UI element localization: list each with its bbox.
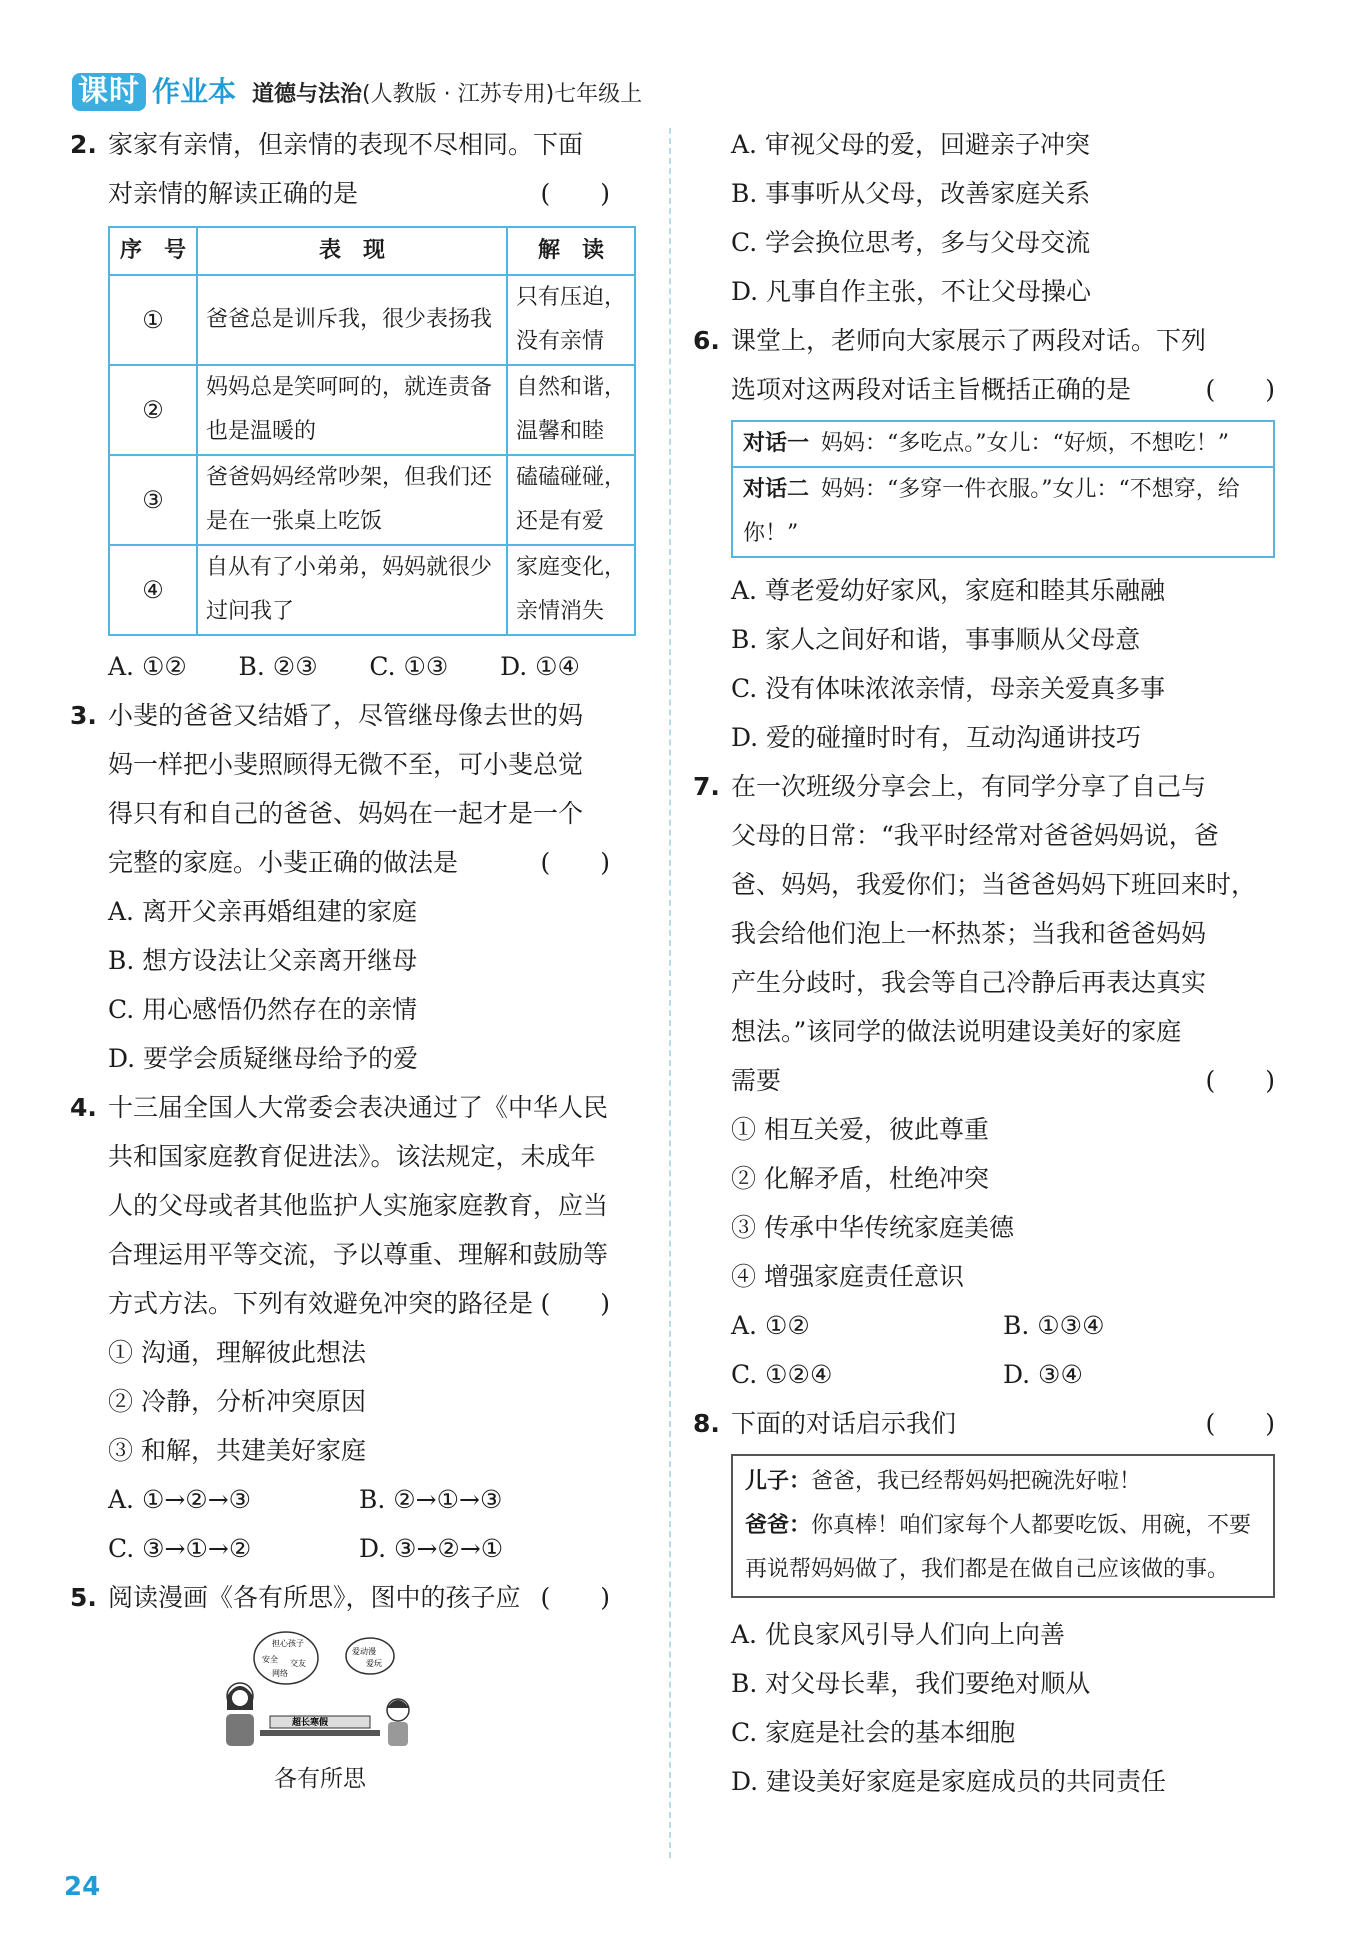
speaker-label: 爸爸： xyxy=(745,1513,812,1538)
statement-item: ④ 增强家庭责任意识 xyxy=(731,1262,964,1291)
option-d[interactable]: D. 爱的碰撞时时有，互动沟通讲技巧 xyxy=(731,723,1142,752)
question-number: 4. xyxy=(70,1093,97,1122)
dialog-two xyxy=(733,466,1273,556)
calendar-text: 超长寒假 xyxy=(292,1718,329,1728)
bubble-text: 交友 xyxy=(290,1659,306,1668)
option-b[interactable]: B. 家人之间好和谐，事事顺从父母意 xyxy=(731,625,1141,654)
question-stem: 人的父母或者其他监护人实施家庭教育，应当 xyxy=(108,1191,609,1220)
statement-item: ② 冷静，分析冲突原因 xyxy=(108,1387,366,1416)
question-2 xyxy=(70,120,610,218)
option-d[interactable]: D. ③→②→① xyxy=(359,1534,504,1563)
mother-face xyxy=(232,1690,248,1706)
logo-zuoyeben: 作业本 xyxy=(152,75,237,108)
option-c[interactable]: C. ①②④ xyxy=(731,1360,833,1389)
option-a[interactable]: A. ①② xyxy=(731,1311,810,1340)
option-c[interactable]: C. 学会换位思考，多与父母交流 xyxy=(731,228,1091,257)
dialog-text: 妈妈：“多吃点。”女儿：“好烦，不想吃！” xyxy=(821,431,1230,456)
question-number: 5. xyxy=(70,1583,97,1612)
question-6 xyxy=(693,316,1275,414)
table-row xyxy=(109,545,635,635)
question-5 xyxy=(70,1573,610,1622)
child-body xyxy=(388,1722,408,1746)
son-line xyxy=(745,1460,1261,1504)
child-thought-bubble xyxy=(346,1638,394,1674)
question-stem: 需要 ( ) xyxy=(731,1056,1275,1105)
statement-item: ③ 传承中华传统家庭美德 xyxy=(731,1213,1014,1242)
comic-drawing xyxy=(220,1630,420,1748)
table-row xyxy=(109,455,635,545)
question-stem: 爸、妈妈，我爱你们；当爸爸妈妈下班回来时， xyxy=(731,870,1257,899)
subject-title: 道德与法治 xyxy=(252,81,363,107)
right-column xyxy=(693,120,1275,1806)
question-stem: 方式方法。下列有效避免冲突的路径是 ( ) xyxy=(108,1279,610,1328)
option-a[interactable]: A. 离开父亲再婚组建的家庭 xyxy=(108,897,417,926)
question-stem: 下面的对话启示我们 ( ) xyxy=(731,1399,1275,1448)
statement-item: ② 化解矛盾，杜绝冲突 xyxy=(731,1164,989,1193)
question-number: 8. xyxy=(693,1409,720,1438)
q2-options xyxy=(70,642,610,691)
option-a[interactable]: A. 优良家风引导人们向上向善 xyxy=(731,1620,1065,1649)
option-d[interactable]: D. ③④ xyxy=(1003,1360,1083,1389)
dialog-text: 妈妈：“多穿一件衣服。”女儿：“不想穿，给你！” xyxy=(743,477,1240,546)
col-header: 序 号 xyxy=(109,227,197,275)
option-c[interactable]: C. ③→①→② xyxy=(108,1534,252,1563)
q7-options xyxy=(693,1301,1275,1399)
statement-item: ③ 和解，共建美好家庭 xyxy=(108,1436,366,1465)
row-exp: 家庭变化，亲情消失 xyxy=(507,545,635,635)
row-number: ③ xyxy=(109,455,197,545)
q2-table xyxy=(108,226,636,636)
question-3 xyxy=(70,691,610,887)
question-stem: 完整的家庭。小斐正确的做法是 ( ) xyxy=(108,838,610,887)
answer-bracket[interactable]: ( ) xyxy=(1205,1409,1275,1438)
table-row xyxy=(109,275,635,365)
option-a[interactable]: A. ①② xyxy=(108,652,187,681)
left-column xyxy=(70,120,627,1794)
question-stem: 阅读漫画《各有所思》，图中的孩子应 ( ) xyxy=(108,1573,610,1622)
dad-line xyxy=(745,1504,1261,1592)
q4-options xyxy=(70,1475,610,1573)
question-stem: 妈一样把小斐照顾得无微不至，可小斐总觉 xyxy=(108,750,584,779)
option-d[interactable]: D. ①④ xyxy=(500,652,580,681)
answer-bracket[interactable]: ( ) xyxy=(540,179,610,208)
statement-item: ① 相互关爱，彼此尊重 xyxy=(731,1115,989,1144)
statement-item: ① 沟通，理解彼此想法 xyxy=(108,1338,366,1367)
option-d[interactable]: D. 凡事自作主张，不让父母操心 xyxy=(731,277,1092,306)
row-desc: 妈妈总是笑呵呵的，就连责备也是温暖的 xyxy=(197,365,507,455)
bubble-text: 网络 xyxy=(272,1669,288,1678)
bubble-text: 安全 xyxy=(262,1655,278,1664)
question-stem: 家家有亲情，但亲情的表现不尽相同。下面 xyxy=(108,130,584,159)
option-b[interactable]: B. ①③④ xyxy=(1003,1311,1105,1340)
option-b[interactable]: B. 对父母长辈，我们要绝对顺从 xyxy=(731,1669,1091,1698)
col-header: 表 现 xyxy=(197,227,507,275)
question-stem: 父母的日常：“我平时经常对爸爸妈妈说，爸 xyxy=(731,821,1219,850)
row-desc: 自从有了小弟弟，妈妈就很少过问我了 xyxy=(197,545,507,635)
option-a[interactable]: A. 尊老爱幼好家风，家庭和睦其乐融融 xyxy=(731,576,1165,605)
option-b[interactable]: B. 事事听从父母，改善家庭关系 xyxy=(731,179,1091,208)
question-stem: 在一次班级分享会上，有同学分享了自己与 xyxy=(731,772,1207,801)
row-desc: 爸爸妈妈经常吵架，但我们还是在一张桌上吃饭 xyxy=(197,455,507,545)
table xyxy=(260,1730,380,1736)
option-c[interactable]: C. ①③ xyxy=(369,652,449,681)
answer-bracket[interactable]: ( ) xyxy=(540,1289,610,1318)
q6-dialog-box xyxy=(731,420,1275,558)
logo-keshi: 课时 xyxy=(72,73,146,111)
row-desc: 爸爸总是训斥我，很少表扬我 xyxy=(197,275,507,365)
answer-bracket[interactable]: ( ) xyxy=(1205,375,1275,404)
question-stem: 对亲情的解读正确的是 ( ) xyxy=(108,169,610,218)
dialog-label: 对话二 xyxy=(743,477,810,502)
option-c[interactable]: C. 家庭是社会的基本细胞 xyxy=(731,1718,1016,1747)
question-stem: 课堂上，老师向大家展示了两段对话。下列 xyxy=(731,326,1207,355)
table-header-row xyxy=(109,227,635,275)
dialog-text: 爸爸，我已经帮妈妈把碗洗好啦！ xyxy=(811,1469,1142,1494)
question-stem: 十三届全国人大常委会表决通过了《中华人民 xyxy=(108,1093,609,1122)
option-d[interactable]: D. 要学会质疑继母给予的爱 xyxy=(108,1044,419,1073)
question-stem: 产生分歧时，我会等自己冷静后再表达真实 xyxy=(731,968,1207,997)
bubble-text: 爱动漫 xyxy=(352,1647,376,1656)
series-logo xyxy=(72,73,236,111)
dialog-one xyxy=(733,422,1273,466)
bubble-text: 爱玩 xyxy=(366,1659,382,1668)
question-stem: 合理运用平等交流，予以尊重、理解和鼓励等 xyxy=(108,1240,609,1269)
question-7 xyxy=(693,762,1275,1105)
question-number: 3. xyxy=(70,701,97,730)
question-stem: 得只有和自己的爸爸、妈妈在一起才是一个 xyxy=(108,799,584,828)
answer-bracket[interactable]: ( ) xyxy=(1205,1066,1275,1095)
question-number: 2. xyxy=(70,130,97,159)
bubble-text: 担心孩子 xyxy=(272,1639,304,1648)
row-number: ② xyxy=(109,365,197,455)
question-8 xyxy=(693,1399,1275,1448)
page-number: 24 xyxy=(64,1872,101,1902)
comic-illustration xyxy=(220,1630,420,1794)
option-b[interactable]: B. ②→①→③ xyxy=(359,1485,503,1514)
mother-body xyxy=(226,1714,254,1746)
page-header xyxy=(72,72,642,112)
question-number: 6. xyxy=(693,326,720,355)
question-4 xyxy=(70,1083,610,1328)
edition-label: (人教版 · 江苏专用)七年级上 xyxy=(362,81,643,107)
column-divider xyxy=(669,128,671,1858)
question-stem: 选项对这两段对话主旨概括正确的是 ( ) xyxy=(731,365,1275,414)
row-exp: 自然和谐，温馨和睦 xyxy=(507,365,635,455)
answer-bracket[interactable]: ( ) xyxy=(540,1583,610,1612)
question-stem: 共和国家庭教育促进法》。该法规定，未成年 xyxy=(108,1142,596,1171)
row-exp: 只有压迫，没有亲情 xyxy=(507,275,635,365)
answer-bracket[interactable]: ( ) xyxy=(540,848,610,877)
dialog-label: 对话一 xyxy=(743,431,810,456)
option-d[interactable]: D. 建设美好家庭是家庭成员的共同责任 xyxy=(731,1767,1167,1796)
option-c[interactable]: C. 用心感悟仍然存在的亲情 xyxy=(108,995,418,1024)
option-b[interactable]: B. 想方设法让父亲离开继母 xyxy=(108,946,418,975)
option-b[interactable]: B. ②③ xyxy=(238,652,318,681)
row-number: ④ xyxy=(109,545,197,635)
option-a[interactable]: A. 审视父母的爱，回避亲子冲突 xyxy=(731,130,1090,159)
dialog-text: 你真棒！咱们家每个人都要吃饭、用碗，不要再说帮妈妈做了，我们都是在做自己应该做的事。 xyxy=(745,1513,1252,1582)
question-stem: 我会给他们泡上一杯热茶；当我和爸爸妈妈 xyxy=(731,919,1207,948)
comic-caption: 各有所思 xyxy=(274,1766,366,1792)
option-c[interactable]: C. 没有体味浓浓亲情，母亲关爱真多事 xyxy=(731,674,1166,703)
option-a[interactable]: A. ①→②→③ xyxy=(108,1485,252,1514)
q8-dialog-box xyxy=(731,1454,1275,1598)
question-number: 7. xyxy=(693,772,720,801)
question-stem: 想法。”该同学的做法说明建设美好的家庭 xyxy=(731,1017,1182,1046)
table-row xyxy=(109,365,635,455)
col-header: 解 读 xyxy=(507,227,635,275)
row-exp: 磕磕碰碰，还是有爱 xyxy=(507,455,635,545)
question-stem: 小斐的爸爸又结婚了，尽管继母像去世的妈 xyxy=(108,701,584,730)
row-number: ① xyxy=(109,275,197,365)
speaker-label: 儿子： xyxy=(745,1469,812,1494)
